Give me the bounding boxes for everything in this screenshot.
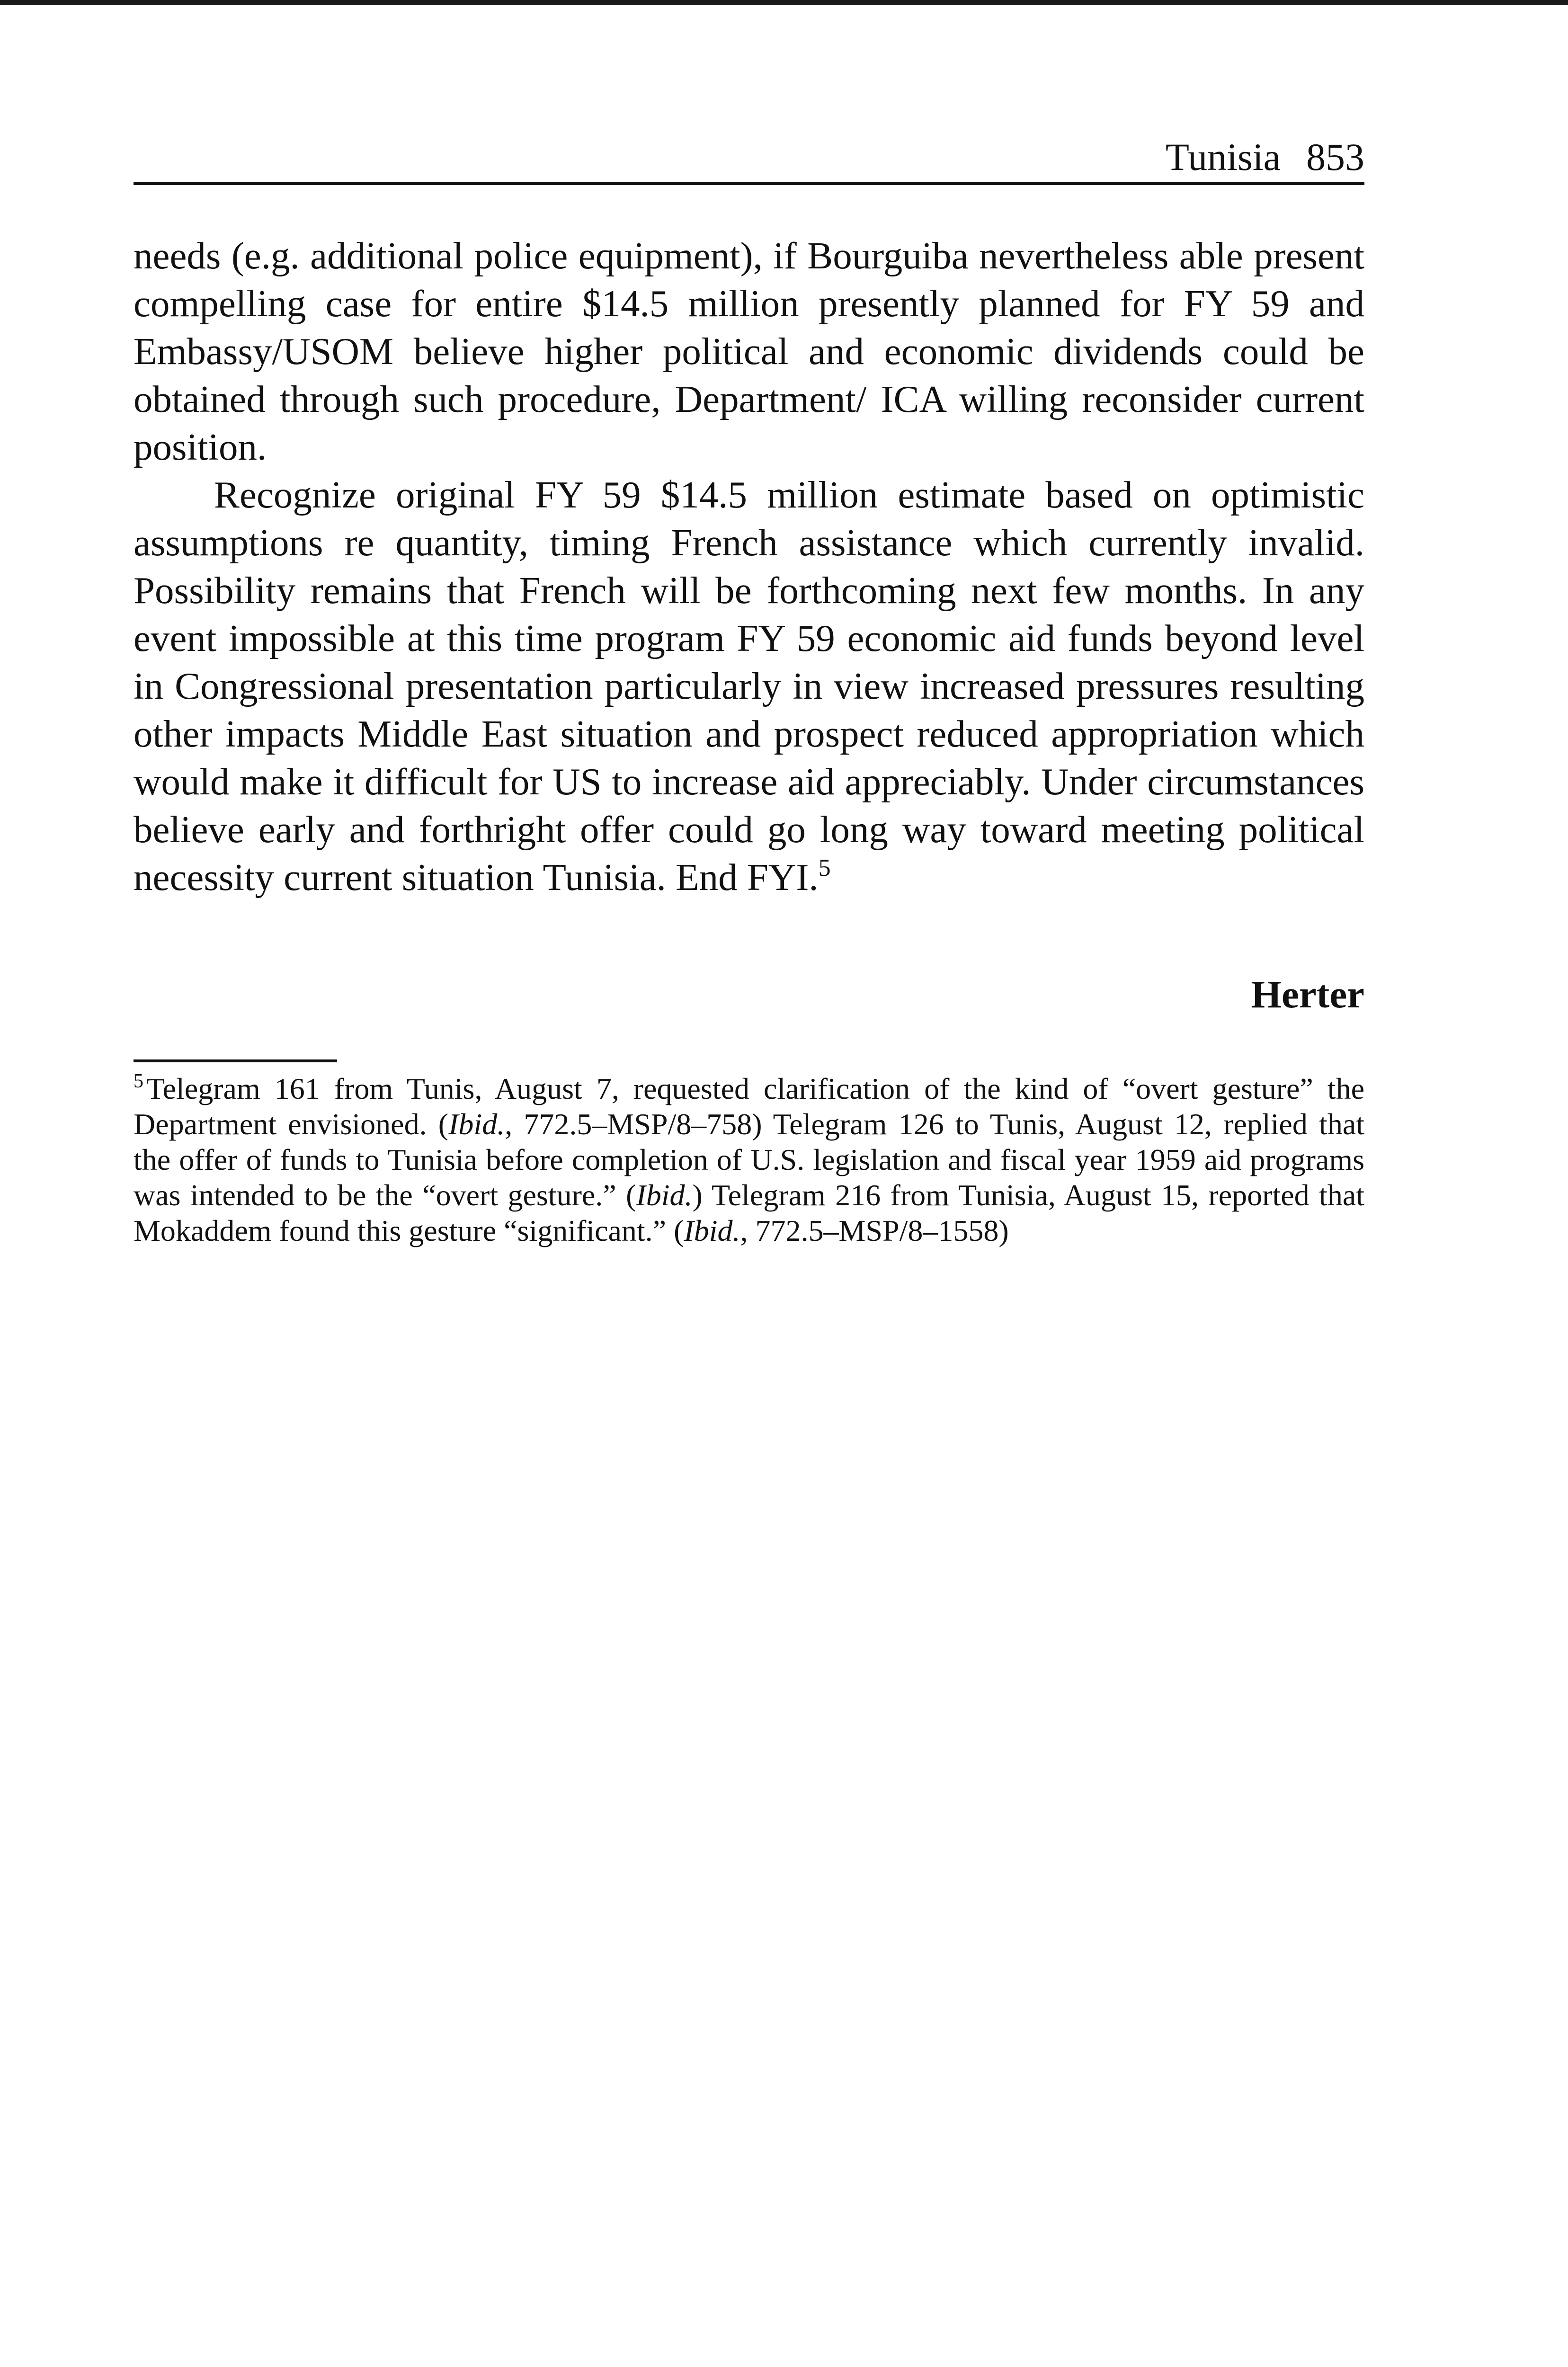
- footnote-rule: [134, 1059, 337, 1062]
- running-head: [1166, 133, 1364, 181]
- paragraph-2-text: Recognize original FY 59 $14.5 million estimate based on optimistic assumptions re quantity, timing French assistance which currently invalid. Possibility remains that French will be forthcoming next few months. In any event impossible at this time program FY 59 economic aid funds beyond level in Congressional presentation particularly in view increased pressures resulting other impacts Middle East situation and prospect reduced appropriation which would make it difficult for US to increase aid appreciably. Under circumstances believe early and forthright offer could go long way toward meeting political necessity current situation Tunisia. End FYI.: [134, 473, 1364, 899]
- footnote-text-2: , 772.5–MSP/8–758) Telegram 126 to Tunis, August 12, replied that the offer of funds to Tunisia before completion of U.S. legislation and fiscal year 1959 aid programs was intended to be the “overt gesture.” (: [134, 1107, 1365, 1212]
- paragraph-1-text: needs (e.g. additional police equipment), if Bourguiba nevertheless able present compelling case for entire $14.5 million presently planned for FY 59 and Embassy/USOM believe higher political and economic dividends could be obtained through such procedure, Department/ ICA willing reconsider current position.: [134, 234, 1364, 468]
- footnote-ibid-1: Ibid.: [448, 1107, 505, 1141]
- footnote-ibid-3: Ibid.: [684, 1214, 740, 1247]
- signature: Herter: [1251, 972, 1364, 1016]
- footnote-ibid-2: Ibid.: [636, 1178, 693, 1212]
- scan-top-border: [0, 0, 1568, 5]
- section-title: Tunisia: [1165, 135, 1281, 178]
- header-rule: [134, 182, 1364, 185]
- paragraph-2: [134, 471, 1364, 901]
- footnote: [134, 1071, 1364, 1248]
- paragraph-1: [134, 232, 1364, 471]
- footnote-mark: 5: [134, 1070, 143, 1092]
- page-number: 853: [1306, 135, 1364, 178]
- footnote-text-4: , 772.5–MSP/8–1558): [740, 1214, 1009, 1247]
- footnote-text-1: Telegram 161 from Tunis, August 7, requested clarification of the kind of “overt gesture” the Department envisioned. (: [134, 1072, 1364, 1141]
- footnote-text-3: ) Telegram 216 from Tunisia, August 15, reported that Mokaddem found this gesture “significant.” (: [134, 1178, 1365, 1247]
- footnote-reference: 5: [818, 854, 831, 881]
- body-text: [134, 232, 1364, 901]
